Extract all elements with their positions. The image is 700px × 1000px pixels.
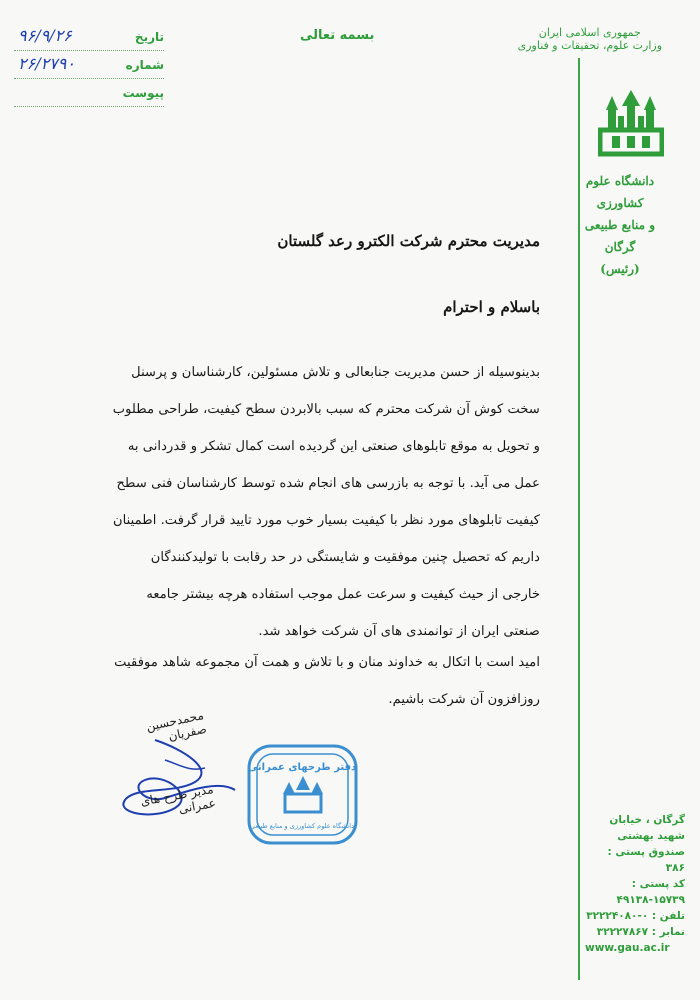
basmala: بسمه تعالی bbox=[300, 28, 375, 43]
salutation: مدیریت محترم شرکت الکترو رعد گلستان bbox=[277, 232, 540, 250]
paragraph-main: بدینوسیله از حسن مدیریت جنابعالی و تلاش مسئولین، کارشناسان و پرسنل سخت کوش آن شرکت محترم که سبب بالابردن سطح کیفیت، طراحی مطلوب و تحویل به موقع تابلوهای صنعتی این گردیده است کمال تشکر و قدردانی به عمل می آید. با توجه به بازرسی های انجام شده توسط کارشناسان فنی سطح کیفیت تابلوهای مورد نظر با کیفیت بسیار خوب مورد تایید قرار گرفت. اطمینان داریم که تحصیل چنین موفقیت و شایستگی در حد رقابت با تولیدکنندگان خارجی از حیث کیفیت و سرعت عمل موجب استفاده هرچه بیشتر جامعه صنعتی ایران از توانمندی های آن شرکت خواهد شد. bbox=[112, 365, 540, 639]
number-value: ۲۶/۲۷۹۰ bbox=[18, 54, 75, 73]
greeting: باسلام و احترام bbox=[443, 298, 540, 316]
number-field bbox=[14, 54, 164, 79]
stamp-text: دفتر طرحهای عمرانی bbox=[247, 762, 357, 773]
date-label: تاریخ bbox=[134, 30, 164, 44]
attachment-field bbox=[14, 86, 164, 107]
paragraph-closing: امید است با اتکال به خداوند منان و با تلاش و همت آن مجموعه شاهد موفقیت روزافزون آن شرکت باشیم. bbox=[114, 655, 540, 707]
date-value: ۹۶/۹/۲۶ bbox=[18, 26, 72, 45]
university-name-line2: و منابع طبیعی گرگان bbox=[584, 218, 656, 254]
website-link[interactable]: www.gau.ac.ir bbox=[585, 942, 670, 954]
office-title: (رئیس) bbox=[600, 262, 640, 276]
ministry-heading bbox=[518, 26, 662, 52]
po-box: صندوق پستی : ۳۸۶ bbox=[607, 846, 685, 874]
number-label: شماره bbox=[125, 58, 164, 72]
footer-address bbox=[585, 812, 685, 956]
fax: نمابر : ۳۲۲۲۷۸۶۷ bbox=[596, 926, 685, 938]
ministry-line2: وزارت علوم، تحقیقات و فناوری bbox=[517, 39, 662, 52]
phone: تلفن : ۰-۳۲۲۲۴۰۸۰ bbox=[586, 910, 685, 922]
office-stamp bbox=[245, 742, 360, 847]
date-field bbox=[14, 26, 164, 51]
signatory-name: محمدحسین صفریان bbox=[144, 708, 208, 744]
university-logo-icon bbox=[598, 88, 664, 158]
stamp-subtext: دانشگاه علوم کشاورزی و منابع طبیعی bbox=[250, 822, 354, 830]
university-name-line1: دانشگاه علوم کشاورزی bbox=[585, 174, 655, 210]
signatory-title: مدیر طرح های عمرانی bbox=[139, 782, 217, 817]
attachment-label: پیوست bbox=[122, 86, 164, 100]
university-name bbox=[570, 170, 670, 280]
postal-code: کد پستی : ۱۵۷۳۹-۴۹۱۳۸ bbox=[616, 878, 685, 906]
address-line: گرگان ، خیابان شهید بهشتی bbox=[609, 814, 685, 842]
ministry-line1: جمهوری اسلامی ایران bbox=[538, 26, 641, 39]
